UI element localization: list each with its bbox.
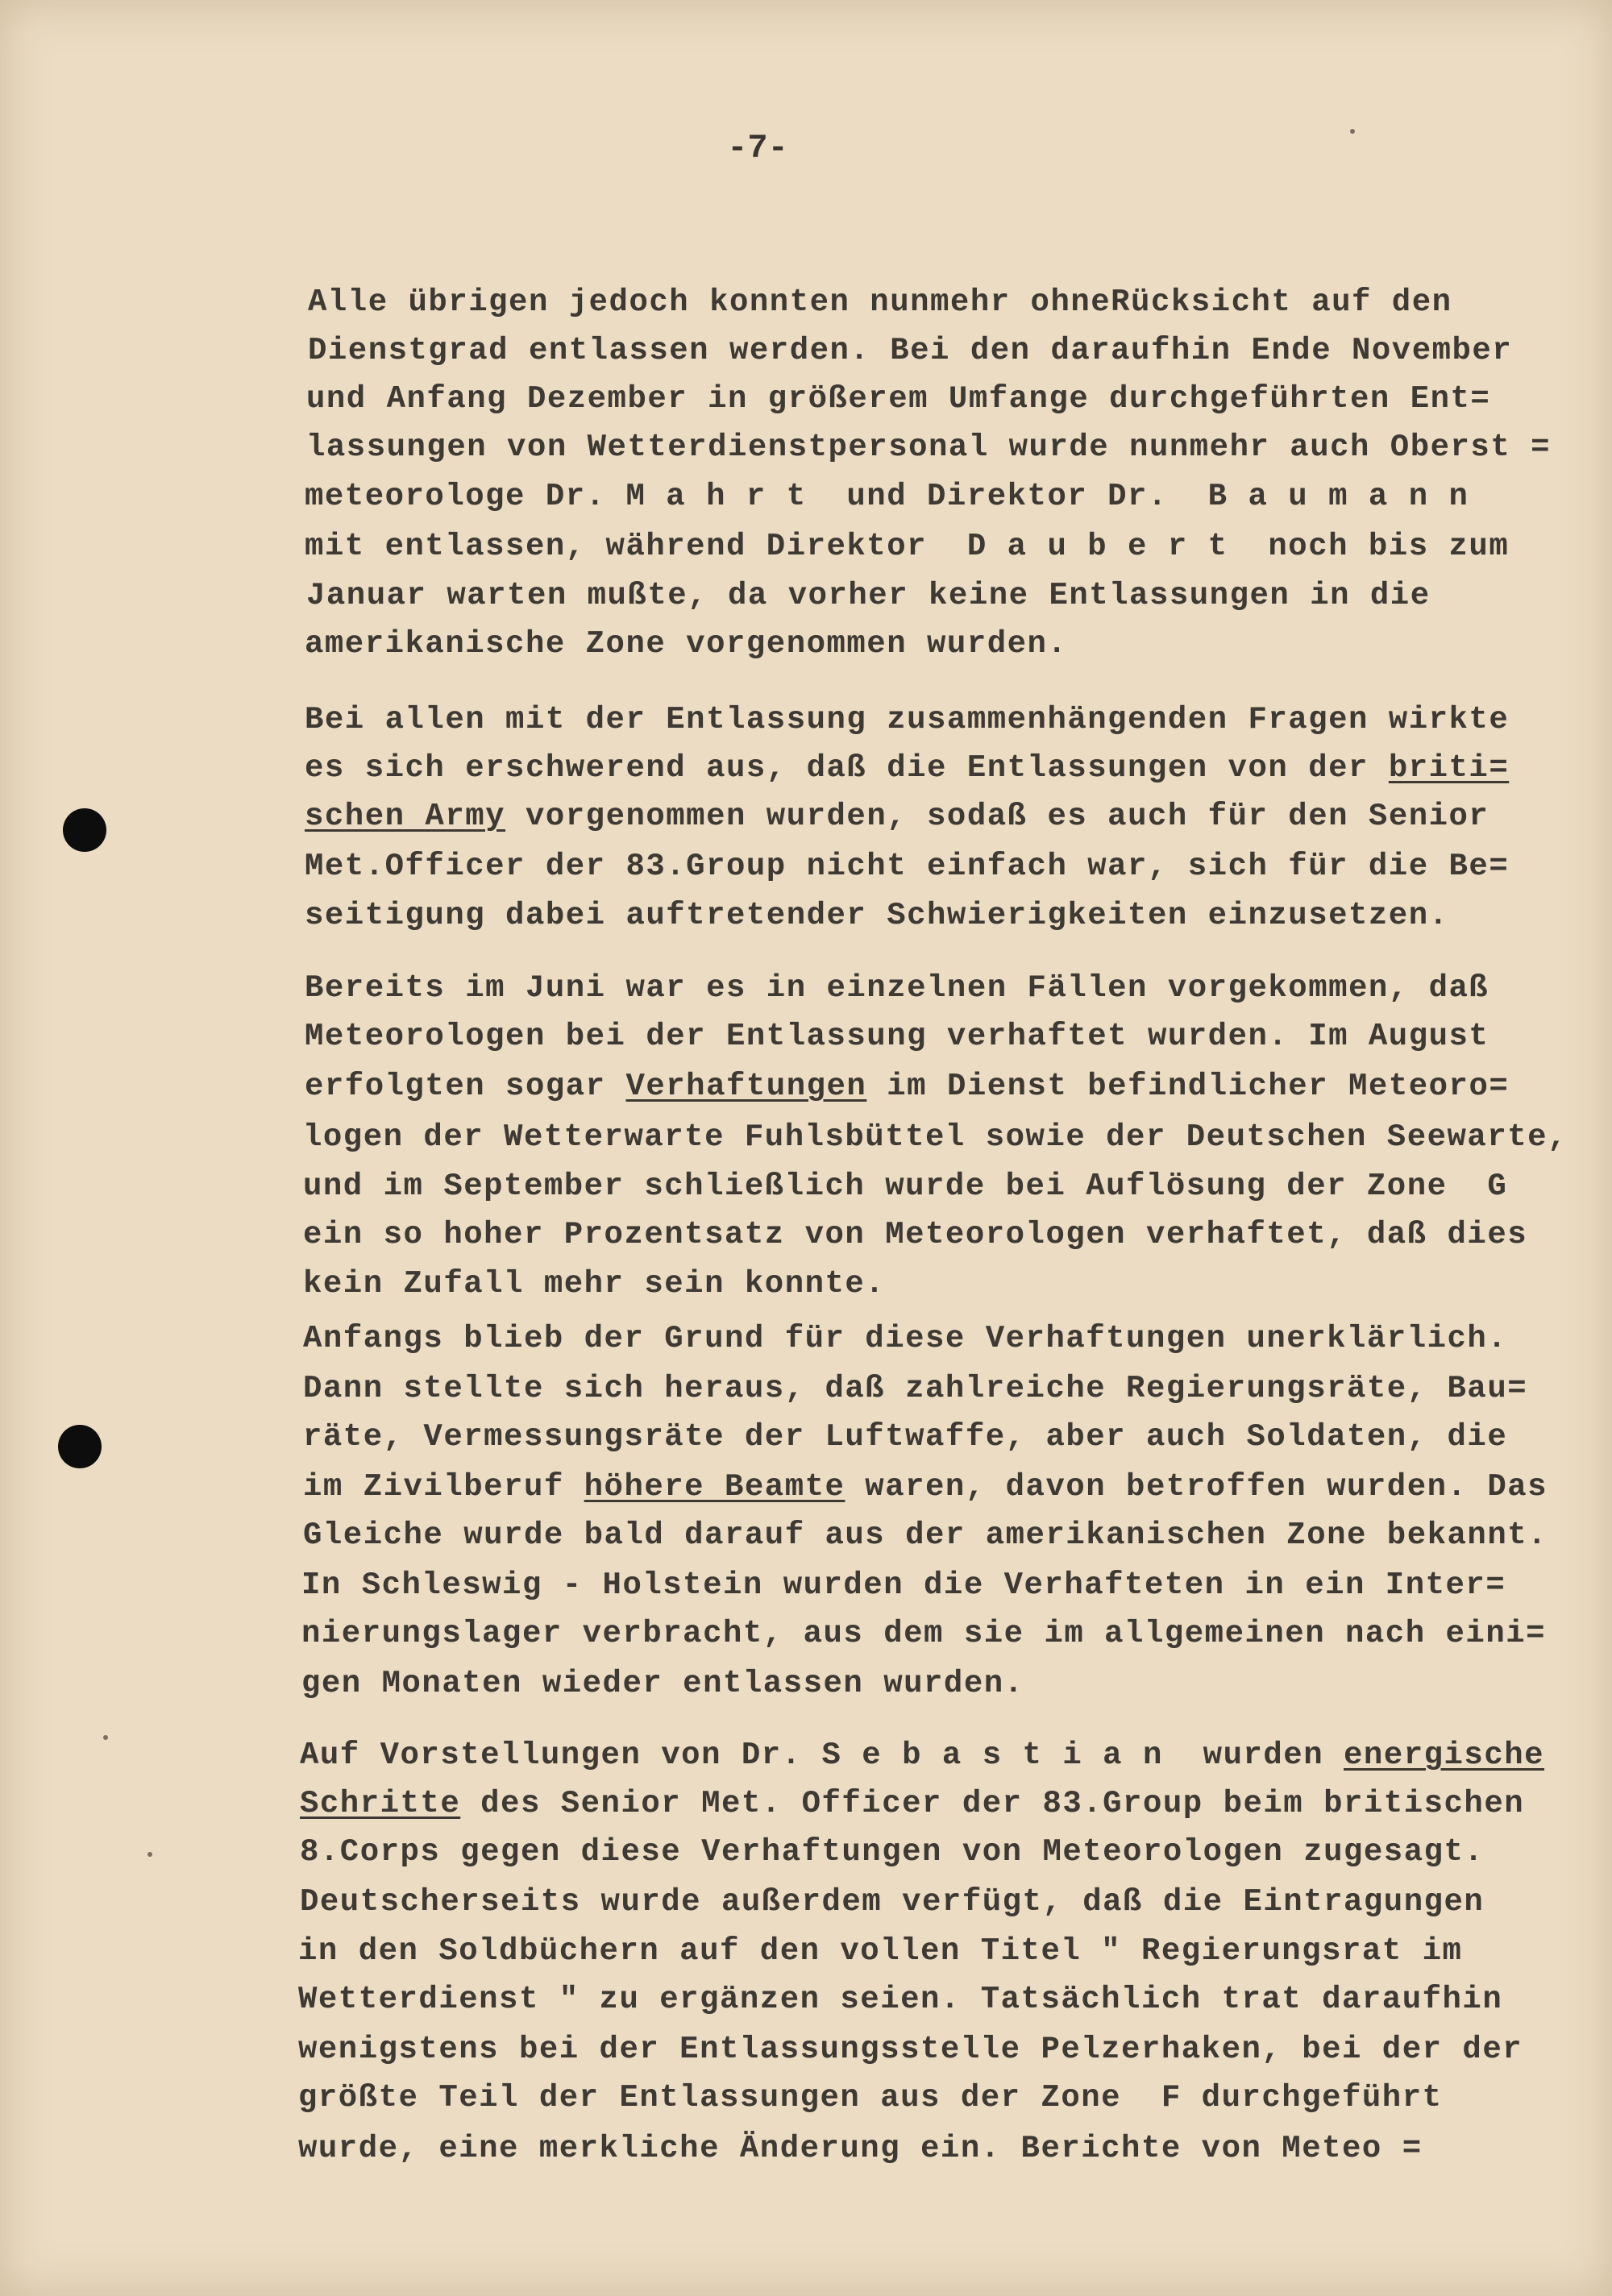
text-segment: mit entlassen, während Direktor D a u b e r t noch bis zum (305, 529, 1510, 564)
text-segment: Met.Officer der 83.Group nicht einfach war, sich für die Be= (305, 849, 1510, 884)
underlined-text: briti= (1388, 750, 1510, 786)
text-line (300, 1833, 1484, 1870)
underlined-text: energische (1344, 1738, 1545, 1773)
text-line (306, 429, 1551, 466)
text-segment: größte Teil der Entlassungen aus der Zone F durchgeführt (298, 2080, 1443, 2115)
text-segment: In Schleswig - Holstein wurden die Verhafteten in ein Inter= (301, 1567, 1506, 1603)
text-line (298, 1981, 1502, 2018)
text-segment: Alle übrigen jedoch konnten nunmehr ohneRücksicht auf den (308, 284, 1452, 320)
text-line (301, 1615, 1546, 1652)
text-line (300, 1737, 1544, 1774)
text-segment: Wetterdienst " zu ergänzen seien. Tatsächlich trat daraufhin (298, 1982, 1503, 2017)
text-segment: des Senior Met. Officer der 83.Group beim britischen (460, 1786, 1525, 1821)
text-segment: Auf Vorstellungen von Dr. S e b a s t i a n wurden (300, 1738, 1344, 1773)
text-line (303, 1168, 1507, 1205)
text-segment: Meteorologen bei der Entlassung verhaftet wurden. Im August (305, 1019, 1489, 1054)
text-segment: 8.Corps gegen diese Verhaftungen von Meteorologen zugesagt. (300, 1834, 1485, 1870)
text-segment: räte, Vermessungsräte der Luftwaffe, aber auch Soldaten, die (303, 1419, 1508, 1455)
text-line (308, 332, 1512, 369)
text-segment: logen der Wetterwarte Fuhlsbüttel sowie der Deutschen Seewarte, (303, 1119, 1568, 1155)
text-line (298, 2079, 1443, 2116)
text-line (306, 380, 1490, 417)
text-line (305, 625, 1067, 662)
text-line (303, 1216, 1527, 1253)
underlined-text: höhere Beamte (584, 1469, 845, 1505)
text-segment: meteorologe Dr. M a h r t und Direktor Dr. B a u m a n n (305, 479, 1469, 514)
text-line (303, 1320, 1507, 1357)
text-segment: ein so hoher Prozentsatz von Meteorologen verhaftet, daß dies (303, 1217, 1528, 1252)
text-line (305, 478, 1469, 515)
text-segment: Dann stellte sich heraus, daß zahlreiche Regierungsräte, Bau= (303, 1371, 1528, 1406)
text-line (305, 1068, 1509, 1105)
text-segment: erfolgten sogar (305, 1069, 626, 1104)
text-line (305, 798, 1489, 835)
text-segment: waren, davon betroffen wurden. Das (845, 1469, 1548, 1505)
paper-speck (147, 1852, 152, 1857)
text-segment: Anfangs blieb der Grund für diese Verhaftungen unerklärlich. (303, 1321, 1508, 1356)
text-segment: Dienstgrad entlassen werden. Bei den daraufhin Ende November (308, 333, 1513, 368)
text-line (300, 1785, 1524, 1822)
text-line (300, 1883, 1484, 1920)
text-line (308, 284, 1452, 321)
paper-speck (103, 1735, 108, 1740)
text-line (301, 1665, 1024, 1702)
text-line (305, 848, 1509, 885)
text-line (298, 1933, 1462, 1970)
text-segment: Bei allen mit der Entlassung zusammenhängenden Fragen wirkte (305, 702, 1510, 737)
text-line (301, 1567, 1506, 1604)
text-segment: Gleiche wurde bald darauf aus der amerikanischen Zone bekannt. (303, 1518, 1548, 1553)
text-segment: im Dienst befindlicher Meteoro= (866, 1069, 1510, 1104)
text-segment: vorgenommen wurden, sodaß es auch für den Senior (505, 799, 1489, 834)
text-line (298, 2031, 1523, 2068)
page-number: -7- (727, 129, 788, 168)
text-segment: wurde, eine merkliche Änderung ein. Berichte von Meteo = (298, 2131, 1423, 2166)
text-segment: es sich erschwerend aus, daß die Entlassungen von der (305, 750, 1389, 786)
text-segment: in den Soldbüchern auf den vollen Titel " Regierungsrat im (298, 1933, 1463, 1969)
text-line (305, 897, 1449, 934)
underlined-text: Schritte (300, 1786, 461, 1821)
text-line (298, 2130, 1423, 2167)
text-line (305, 701, 1509, 738)
punch-hole-bottom (58, 1425, 102, 1468)
text-segment: gen Monaten wieder entlassen wurden. (301, 1666, 1024, 1701)
text-segment: amerikanische Zone vorgenommen wurden. (305, 626, 1068, 662)
text-line (303, 1119, 1568, 1156)
underlined-text: schen Army (305, 799, 506, 834)
text-line (303, 1517, 1548, 1554)
text-line (305, 1018, 1489, 1055)
text-segment: seitigung dabei auftretender Schwierigkeiten einzusetzen. (305, 898, 1449, 933)
text-line (303, 1265, 885, 1302)
text-line (303, 1418, 1507, 1455)
text-line (303, 1370, 1527, 1407)
text-segment: im Zivilberuf (303, 1469, 584, 1505)
text-segment: Januar warten mußte, da vorher keine Entlassungen in die (306, 578, 1431, 613)
text-line (305, 528, 1509, 565)
text-segment: lassungen von Wetterdienstpersonal wurde nunmehr auch Oberst = (306, 430, 1552, 465)
text-line (306, 577, 1431, 614)
text-segment: Bereits im Juni war es in einzelnen Fällen vorgekommen, daß (305, 970, 1489, 1006)
text-segment: kein Zufall mehr sein konnte. (303, 1266, 886, 1302)
punch-hole-top (63, 808, 106, 852)
text-segment: Deutscherseits wurde außerdem verfügt, daß die Eintragungen (300, 1884, 1485, 1920)
paper-speck (1350, 129, 1355, 134)
text-segment: nierungslager verbracht, aus dem sie im allgemeinen nach eini= (301, 1616, 1547, 1651)
text-segment: und im September schließlich wurde bei Auflösung der Zone G (303, 1169, 1508, 1204)
text-segment: wenigstens bei der Entlassungsstelle Pelzerhaken, bei der der (298, 2032, 1523, 2067)
text-line (303, 1468, 1548, 1505)
underlined-text: Verhaftungen (625, 1069, 867, 1104)
text-line (305, 969, 1489, 1007)
text-line (305, 749, 1509, 787)
text-segment: und Anfang Dezember in größerem Umfange durchgeführten Ent= (306, 381, 1491, 417)
